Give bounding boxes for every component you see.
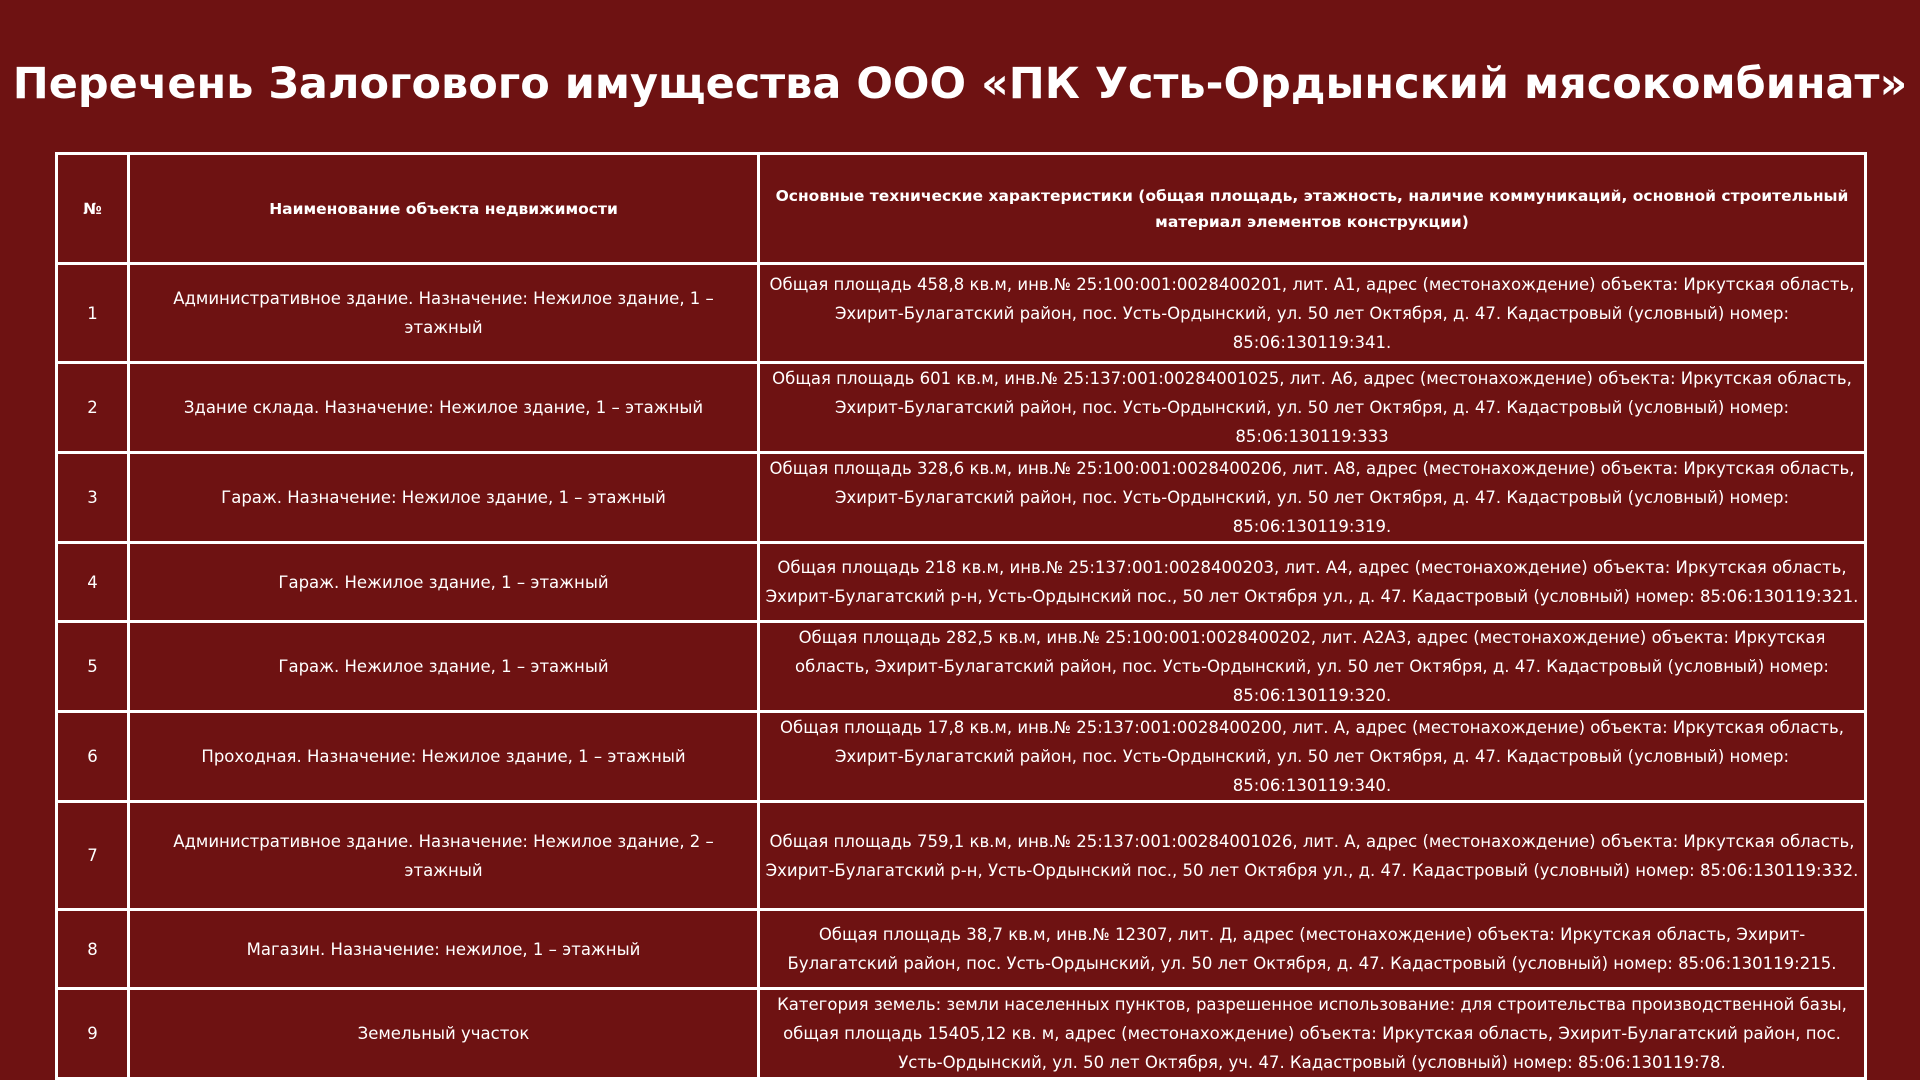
row-number: 2 xyxy=(57,363,129,453)
row-number: 5 xyxy=(57,622,129,712)
property-name: Гараж. Нежилое здание, 1 – этажный xyxy=(129,622,759,712)
table-row xyxy=(57,264,1866,363)
row-number: 7 xyxy=(57,802,129,910)
property-name: Земельный участок xyxy=(129,989,759,1079)
property-specs: Общая площадь 601 кв.м, инв.№ 25:137:001:00284001025, лит. А6, адрес (местонахождение) объекта: Иркутская область, Эхирит-Булагатский район, пос. Усть-Ордынский, ул. 50 лет Октября, д. 47. Кадастровый (условный) номер: 85:06:130119:333 xyxy=(759,363,1866,453)
column-header-number: № xyxy=(57,154,129,264)
table-row xyxy=(57,910,1866,989)
row-number: 3 xyxy=(57,453,129,543)
table-row xyxy=(57,453,1866,543)
property-specs: Общая площадь 759,1 кв.м, инв.№ 25:137:001:00284001026, лит. А, адрес (местонахождение) объекта: Иркутская область, Эхирит-Булагатский р-н, Усть-Ордынский пос., 50 лет Октября ул., д. 47. Кадастровый (условный) номер: 85:06:130119:332. xyxy=(759,802,1866,910)
property-specs: Общая площадь 218 кв.м, инв.№ 25:137:001:0028400203, лит. А4, адрес (местонахождение) объекта: Иркутская область, Эхирит-Булагатский р-н, Усть-Ордынский пос., 50 лет Октября ул., д. 47. Кадастровый (условный) номер: 85:06:130119:321. xyxy=(759,543,1866,622)
property-specs: Общая площадь 38,7 кв.м, инв.№ 12307, лит. Д, адрес (местонахождение) объекта: Иркутская область, Эхирит-Булагатский район, пос. Усть-Ордынский, ул. 50 лет Октября, д. 47. Кадастровый (условный) номер: 85:06:130119:215. xyxy=(759,910,1866,989)
column-header-name: Наименование объекта недвижимости xyxy=(129,154,759,264)
property-name: Гараж. Назначение: Нежилое здание, 1 – этажный xyxy=(129,453,759,543)
property-name: Гараж. Нежилое здание, 1 – этажный xyxy=(129,543,759,622)
property-specs: Категория земель: земли населенных пунктов, разрешенное использование: для строительства производственной базы, общая площадь 15405,12 кв. м, адрес (местонахождение) объекта: Иркутская область, Эхирит-Булагатский район, пос. Усть-Ордынский, ул. 50 лет Октября, уч. 47. Кадастровый (условный) номер: 85:06:130119:78. xyxy=(759,989,1866,1079)
table-row xyxy=(57,622,1866,712)
property-name: Административное здание. Назначение: Нежилое здание, 2 – этажный xyxy=(129,802,759,910)
table-row xyxy=(57,802,1866,910)
column-header-specs: Основные технические характеристики (общая площадь, этажность, наличие коммуникаций, основной строительный материал элементов конструкции) xyxy=(759,154,1866,264)
collateral-table xyxy=(55,152,1867,1080)
row-number: 8 xyxy=(57,910,129,989)
table-row xyxy=(57,543,1866,622)
property-name: Административное здание. Назначение: Нежилое здание, 1 – этажный xyxy=(129,264,759,363)
property-name: Проходная. Назначение: Нежилое здание, 1 – этажный xyxy=(129,712,759,802)
row-number: 4 xyxy=(57,543,129,622)
table-header-row xyxy=(57,154,1866,264)
table-row xyxy=(57,363,1866,453)
page-title: Перечень Залогового имущества ООО «ПК Усть-Ордынский мясокомбинат» xyxy=(12,59,1908,109)
row-number: 1 xyxy=(57,264,129,363)
property-name: Здание склада. Назначение: Нежилое здание, 1 – этажный xyxy=(129,363,759,453)
property-name: Магазин. Назначение: нежилое, 1 – этажный xyxy=(129,910,759,989)
property-specs: Общая площадь 17,8 кв.м, инв.№ 25:137:001:0028400200, лит. А, адрес (местонахождение) объекта: Иркутская область, Эхирит-Булагатский район, пос. Усть-Ордынский, ул. 50 лет Октября, д. 47. Кадастровый (условный) номер: 85:06:130119:340. xyxy=(759,712,1866,802)
property-specs: Общая площадь 282,5 кв.м, инв.№ 25:100:001:0028400202, лит. А2А3, адрес (местонахождение) объекта: Иркутская область, Эхирит-Булагатский район, пос. Усть-Ордынский, ул. 50 лет Октября, д. 47. Кадастровый (условный) номер: 85:06:130119:320. xyxy=(759,622,1866,712)
row-number: 9 xyxy=(57,989,129,1079)
table-row xyxy=(57,712,1866,802)
row-number: 6 xyxy=(57,712,129,802)
property-specs: Общая площадь 328,6 кв.м, инв.№ 25:100:001:0028400206, лит. А8, адрес (местонахождение) объекта: Иркутская область, Эхирит-Булагатский район, пос. Усть-Ордынский, ул. 50 лет Октября, д. 47. Кадастровый (условный) номер: 85:06:130119:319. xyxy=(759,453,1866,543)
property-specs: Общая площадь 458,8 кв.м, инв.№ 25:100:001:0028400201, лит. А1, адрес (местонахождение) объекта: Иркутская область, Эхирит-Булагатский район, пос. Усть-Ордынский, ул. 50 лет Октября, д. 47. Кадастровый (условный) номер: 85:06:130119:341. xyxy=(759,264,1866,363)
table-row xyxy=(57,989,1866,1079)
